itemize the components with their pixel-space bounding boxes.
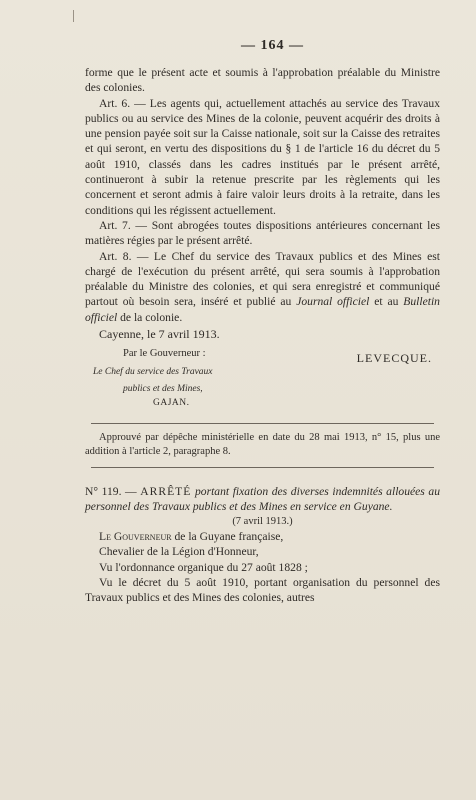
article-8-text-mid: et au <box>369 295 404 309</box>
article-8-text-end: de la colonie. <box>117 310 183 324</box>
article-6: Art. 6. — Les agents qui, actuellement attachés au service des Travaux publics ou au service des Mines de la colonie, peuvent acquérir des droits à une pension payée soit sur la Caisse nationale, soit sur la Caisse des retraites et qui seront, en vertu des dispositions du § 1 de l'article 16 du décret du 5 août 1910, classés dans les cadres institués par le présent arrêté, continueront à subir la retenue prescrite par les règlements qui les concernent et seront admis à faire valoir leurs droits à la retraite, dans les conditions qui les régissent actuellement. <box>85 96 440 217</box>
by-governor: Par le Gouverneur : <box>123 348 206 360</box>
vu-decret: Vu le décret du 5 août 1910, portant organisation du personnel des Travaux publics et des Mines des colonies, autres <box>85 575 440 605</box>
chevalier-line: Chevalier de la Légion d'Honneur, <box>99 545 259 559</box>
approval-note: Approuvé par dépêche ministérielle en date du 28 mai 1913, n° 15, plus une addition à l'article 2, paragraphe 8. <box>85 432 440 457</box>
paragraph-continuation: forme que le présent acte et soumis à l'approbation préalable du Ministre des colonies. <box>85 66 440 95</box>
article-7: Art. 7. — Sont abrogées toutes dispositions antérieures concernant les matières régies par le présent arrêté. <box>85 218 440 248</box>
page-number: — 164 — <box>241 38 304 53</box>
separator-rule <box>91 423 434 424</box>
governor-rest: de la Guyane française, <box>171 530 284 544</box>
signature-block <box>85 327 440 413</box>
vu-ordonnance: Vu l'ordonnance organique du 27 août 1828 ; <box>99 560 308 574</box>
article-8-text-start: Art. 8. — Le Chef du service des Travaux publics et des Mines est chargé de l'exécution du présent arrêté, qui sera soumis à l'approbation préalable du Ministre des colonies, et qui sera enregistré et communiqué partout où besoin sera, inséré et publié au <box>85 249 440 309</box>
margin-mark <box>73 10 74 22</box>
decree-title: portant fixation des diverses indemnités allouées au personnel des Travaux publics et des Mines en service en Guyane. <box>85 485 441 514</box>
journal-officiel-ref: Journal officiel <box>296 295 370 309</box>
governor-line <box>85 529 440 544</box>
decree-number: N° 119. — <box>85 485 137 499</box>
chef-name: GAJAN. <box>153 398 190 409</box>
bulletin-officiel-ref: Bulletin officiel <box>85 295 440 324</box>
separator-rule-2 <box>91 467 434 468</box>
place-date: Cayenne, le 7 avril 1913. <box>99 327 220 342</box>
decree-arrete: ARRÊTÉ <box>140 485 192 499</box>
governor-prefix: Le Gouverneur <box>99 530 172 544</box>
chef-title-line-1: Le Chef du service des Travaux <box>93 367 213 378</box>
signer-name: LEVECQUE. <box>356 351 432 366</box>
decree-date: (7 avril 1913.) <box>232 516 293 528</box>
decree-heading <box>85 484 440 514</box>
article-8 <box>85 249 440 325</box>
chef-title-line-2: publics et des Mines, <box>123 384 203 395</box>
